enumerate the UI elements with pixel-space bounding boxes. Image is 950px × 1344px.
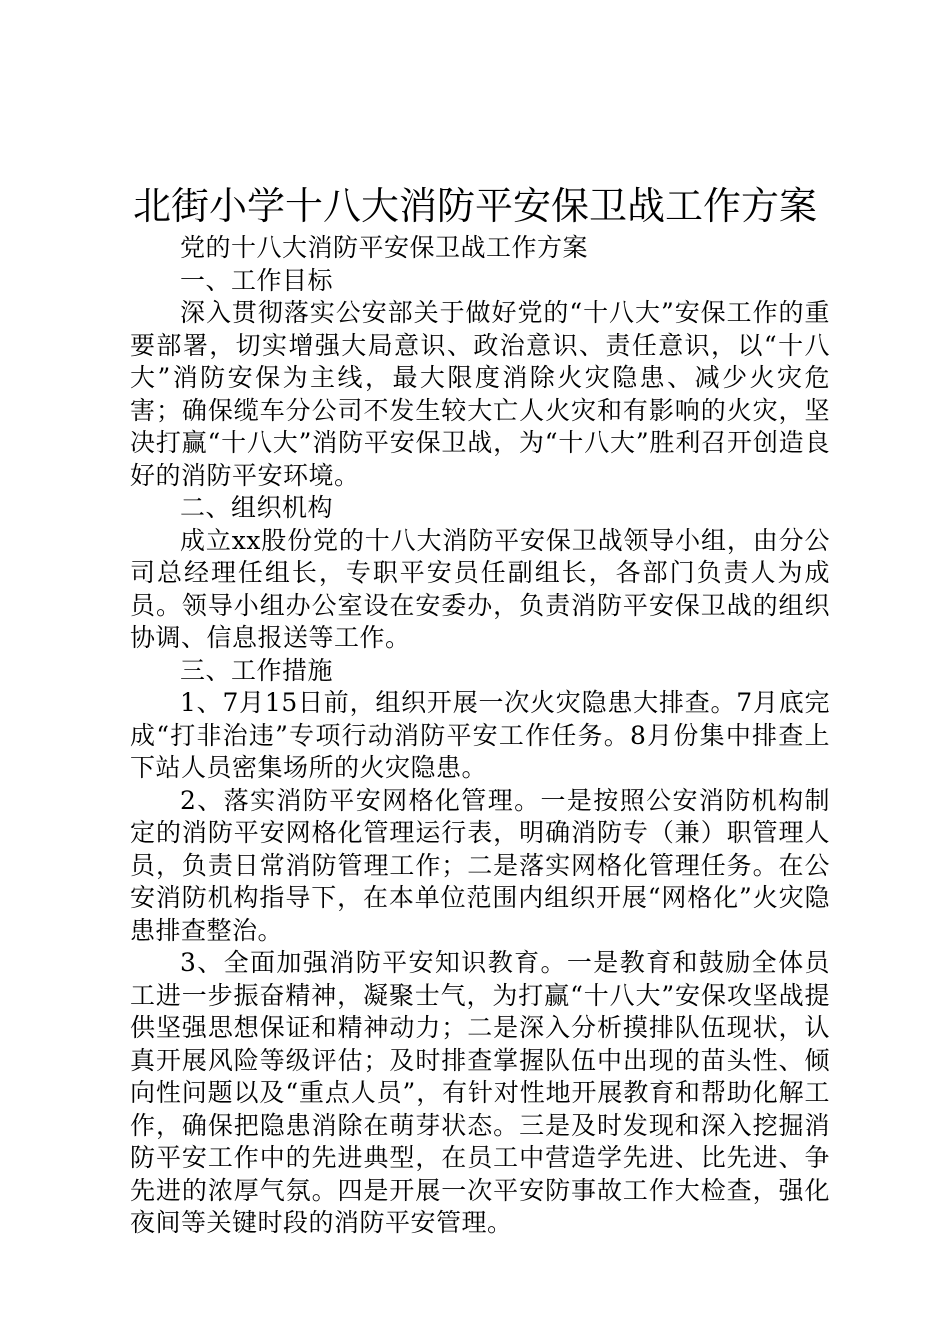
document-body xyxy=(130,232,830,1240)
section-paragraph: 2、落实消防平安网格化管理。一是按照公安消防机构制定的消防平安网格化管理运行表，明确消防专（兼）职管理人员，负责日常消防管理工作；二是落实网格化管理任务。在公安消防机构指导下，在本单位范围内组织开展“网格化”火灾隐患排查整治。 xyxy=(130,785,830,945)
document-subtitle: 党的十八大消防平安保卫战工作方案 xyxy=(180,233,589,262)
section-paragraph: 1、7月15日前，组织开展一次火灾隐患大排查。7月底完成“打非治违”专项行动消防平安工作任务。8月份集中排查上下站人员密集场所的火灾隐患。 xyxy=(130,688,830,782)
section-heading-goals: 一、工作目标 xyxy=(180,265,334,295)
section-paragraph: 成立xx股份党的十八大消防平安保卫战领导小组，由分公司总经理任组长，专职平安员任副组长，各部门负责人为成员。领导小组办公室设在安委办，负责消防平安保卫战的组织协调、信息报送等工作。 xyxy=(130,525,830,652)
section-paragraph: 3、全面加强消防平安知识教育。一是教育和鼓励全体员工进一步振奋精神，凝聚士气，为打赢“十八大”安保攻坚战提供坚强思想保证和精神动力；二是深入分析摸排队伍现状，认真开展风险等级评估；及时排查掌握队伍中出现的苗头性、倾向性问题以及“重点人员”，有针对性地开展教育和帮助化解工作，确保把隐患消除在萌芽状态。三是及时发现和深入挖掘消防平安工作中的先进典型，在员工中营造学先进、比先进、争先进的浓厚气氛。四是开展一次平安防事故工作大检查，强化夜间等关键时段的消防平安管理。 xyxy=(130,948,830,1237)
document-title: 北街小学十八大消防平安保卫战工作方案 xyxy=(132,184,817,228)
section-heading-organization: 二、组织机构 xyxy=(180,493,334,522)
section-heading-measures: 三、工作措施 xyxy=(180,655,334,685)
section-paragraph: 深入贯彻落实公安部关于做好党的“十八大”安保工作的重要部署，切实增强大局意识、政治意识、责任意识，以“十八大”消防安保为主线，最大限度消除火灾隐患、减少火灾危害；确保缆车分公司不发生较大亡人火灾和有影响的火灾，坚决打赢“十八大”消防平安保卫战，为“十八大”胜利召开创造良好的消防平安环境。 xyxy=(130,298,830,490)
